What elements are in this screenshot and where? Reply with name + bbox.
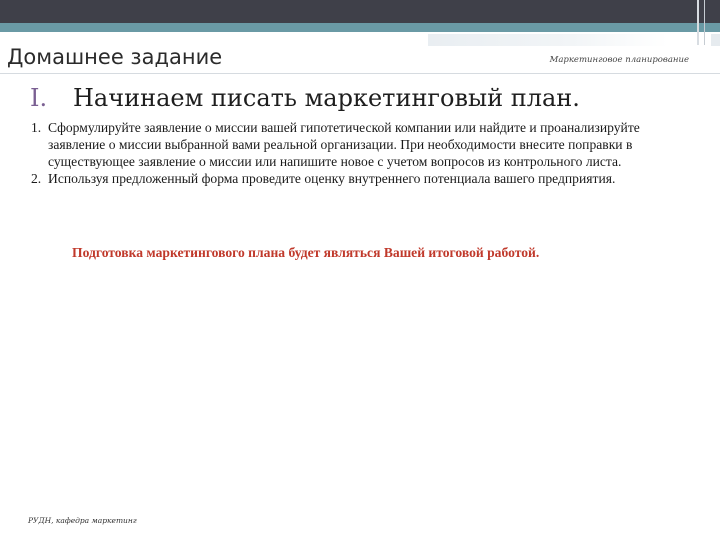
task-number: 2. [31, 171, 42, 186]
header-strip-right [711, 34, 720, 46]
top-band [0, 0, 720, 23]
band-divider-secondary [704, 0, 705, 45]
footer-label: РУДН, кафедра маркетинг [28, 516, 137, 525]
section-title: Домашнее задание [7, 45, 223, 69]
header-divider [0, 73, 720, 74]
task-item [31, 119, 681, 170]
task-text: Сформулируйте заявление о миссии вашей гипотетической компании или найдите и проанализируйте заявление о миссии выбранной вами реальной организации. При необходимости внесите поправки в существующее заявление о миссии или напишите новое с учетом вопросов из контрольного листа. [48, 120, 640, 169]
heading-text: Начинаем писать маркетинговый план. [73, 84, 580, 112]
task-text: Используя предложенный форма проведите оценку внутреннего потенциала вашего предприятия. [48, 171, 616, 186]
final-work-notice: Подготовка маркетингового плана будет являться Вашей итоговой работой. [72, 245, 540, 260]
header-strip [428, 34, 668, 46]
band-divider [697, 0, 699, 45]
slide-heading [30, 84, 580, 112]
task-number: 1. [31, 120, 42, 135]
teal-band [0, 23, 720, 32]
heading-number: I. [30, 84, 48, 112]
task-list [31, 119, 681, 187]
task-item [31, 170, 681, 187]
subject-label: Маркетинговое планирование [549, 55, 689, 65]
